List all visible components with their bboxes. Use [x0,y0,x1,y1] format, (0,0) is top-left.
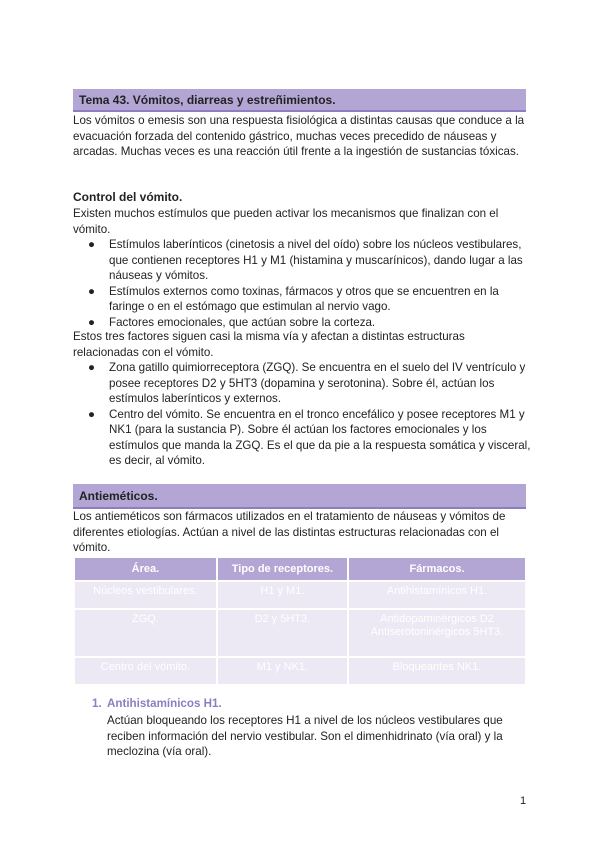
column-header: Fármacos. [349,558,525,580]
bullet-list-structures [73,360,533,469]
table-cell: Antidopaminérgicos D2 Antiserotoninérgicos 5HT3. [349,610,525,656]
column-header: Tipo de receptores. [218,558,347,580]
antiemeticos-paragraph: Los antieméticos son fármacos utilizados en el tratamiento de náuseas y vómitos de diferentes etiologías. Actúan a nivel de las distintas estructuras relacionadas con el vómito. [73,510,506,554]
list-item [73,315,533,331]
table-cell: Antihistamínicos H1. [349,582,525,608]
heading-text: Antieméticos. [79,488,158,503]
section-heading-tema [73,89,526,112]
table-cell: Núcleos vestibulares. [75,582,216,608]
bullet-icon: ● [88,238,96,251]
numbered-item-text: Actúan bloqueando los receptores H1 a nivel de los núcleos vestibulares que reciben información del nervio vestibular. Son el dimenhidrinato (vía oral) y la meclozina (vía oral). [107,714,503,758]
section-heading-antiemeticos [73,484,526,509]
table-row [75,658,525,684]
control-paragraph-1: Existen muchos estímulos que pueden activar los mecanismos que finalizan con el vómito. [73,207,499,236]
table-cell: M1 y NK1. [218,658,347,684]
list-item-text: Estímulos externos como toxinas, fármacos y otros que se encuentren en la faringe o en el estómago que estimulan al nervio vago. [109,284,499,313]
table-cell: Bloqueantes NK1. [349,658,525,684]
table-row [75,610,525,656]
table-cell: H1 y M1. [218,582,347,608]
table-cell: Centro del vómito. [75,658,216,684]
list-item [73,237,533,284]
table-cell: ZGQ. [75,610,216,656]
list-item-text: Factores emocionales, que actúan sobre la corteza. [109,315,376,329]
list-item [73,360,533,407]
bullet-icon: ● [88,407,96,421]
intro-paragraph: Los vómitos o emesis son una respuesta fisiológica a distintas causas que conduce a la evacuación forzada del contenido gástrico, muchas veces precedido de náuseas y arcadas. Muchas veces es una reacción útil frente a la ingestión de sustancias tóxicas. [73,114,525,158]
heading-text: Tema 43. Vómitos, diarreas y estreñimientos. [79,92,336,107]
list-number: 1. [92,697,102,710]
table-header-row [75,558,525,580]
list-item-text: Estímulos laberínticos (cinetosis a nivel del oído) sobre los núcleos vestibulares, que contienen receptores H1 y M1 (histamina y muscarínicos), dando lugar a las náuseas y vómitos. [109,238,523,282]
bullet-icon: ● [88,315,96,329]
list-item-text: Centro del vómito. Se encuentra en el tronco encefálico y posee receptores M1 y NK1 (para la sustancia P). Sobre él actúan los factores emocionales y los estímulos que manda la ZGQ. Es el que da pie a la respuesta somática y visceral, es decir, al vómito. [109,407,531,467]
control-paragraph-2: Estos tres factores siguen casi la misma vía y afectan a distintas estructuras relacionadas con el vómito. [73,330,465,359]
numbered-item-title: Antihistamínicos H1. [107,697,222,710]
list-item-text: Zona gatillo quimiorreceptora (ZGQ). Se encuentra en el suelo del IV ventrículo y posee receptores D2 y 5HT3 (dopamina y serotonina). Sobre él, actúan los estímulos laberínticos y externos. [109,361,526,405]
list-item [73,284,533,315]
table-cell: D2 y 5HT3. [218,610,347,656]
bullet-list-stimuli [73,237,533,330]
bullet-icon: ● [88,361,96,374]
page-number: 1 [520,795,527,807]
bullet-icon: ● [88,284,96,298]
table-row [75,582,525,608]
column-header: Área. [75,558,216,580]
antiemeticos-table [73,556,527,686]
control-title: Control del vómito. [73,190,183,204]
list-item [73,407,533,469]
